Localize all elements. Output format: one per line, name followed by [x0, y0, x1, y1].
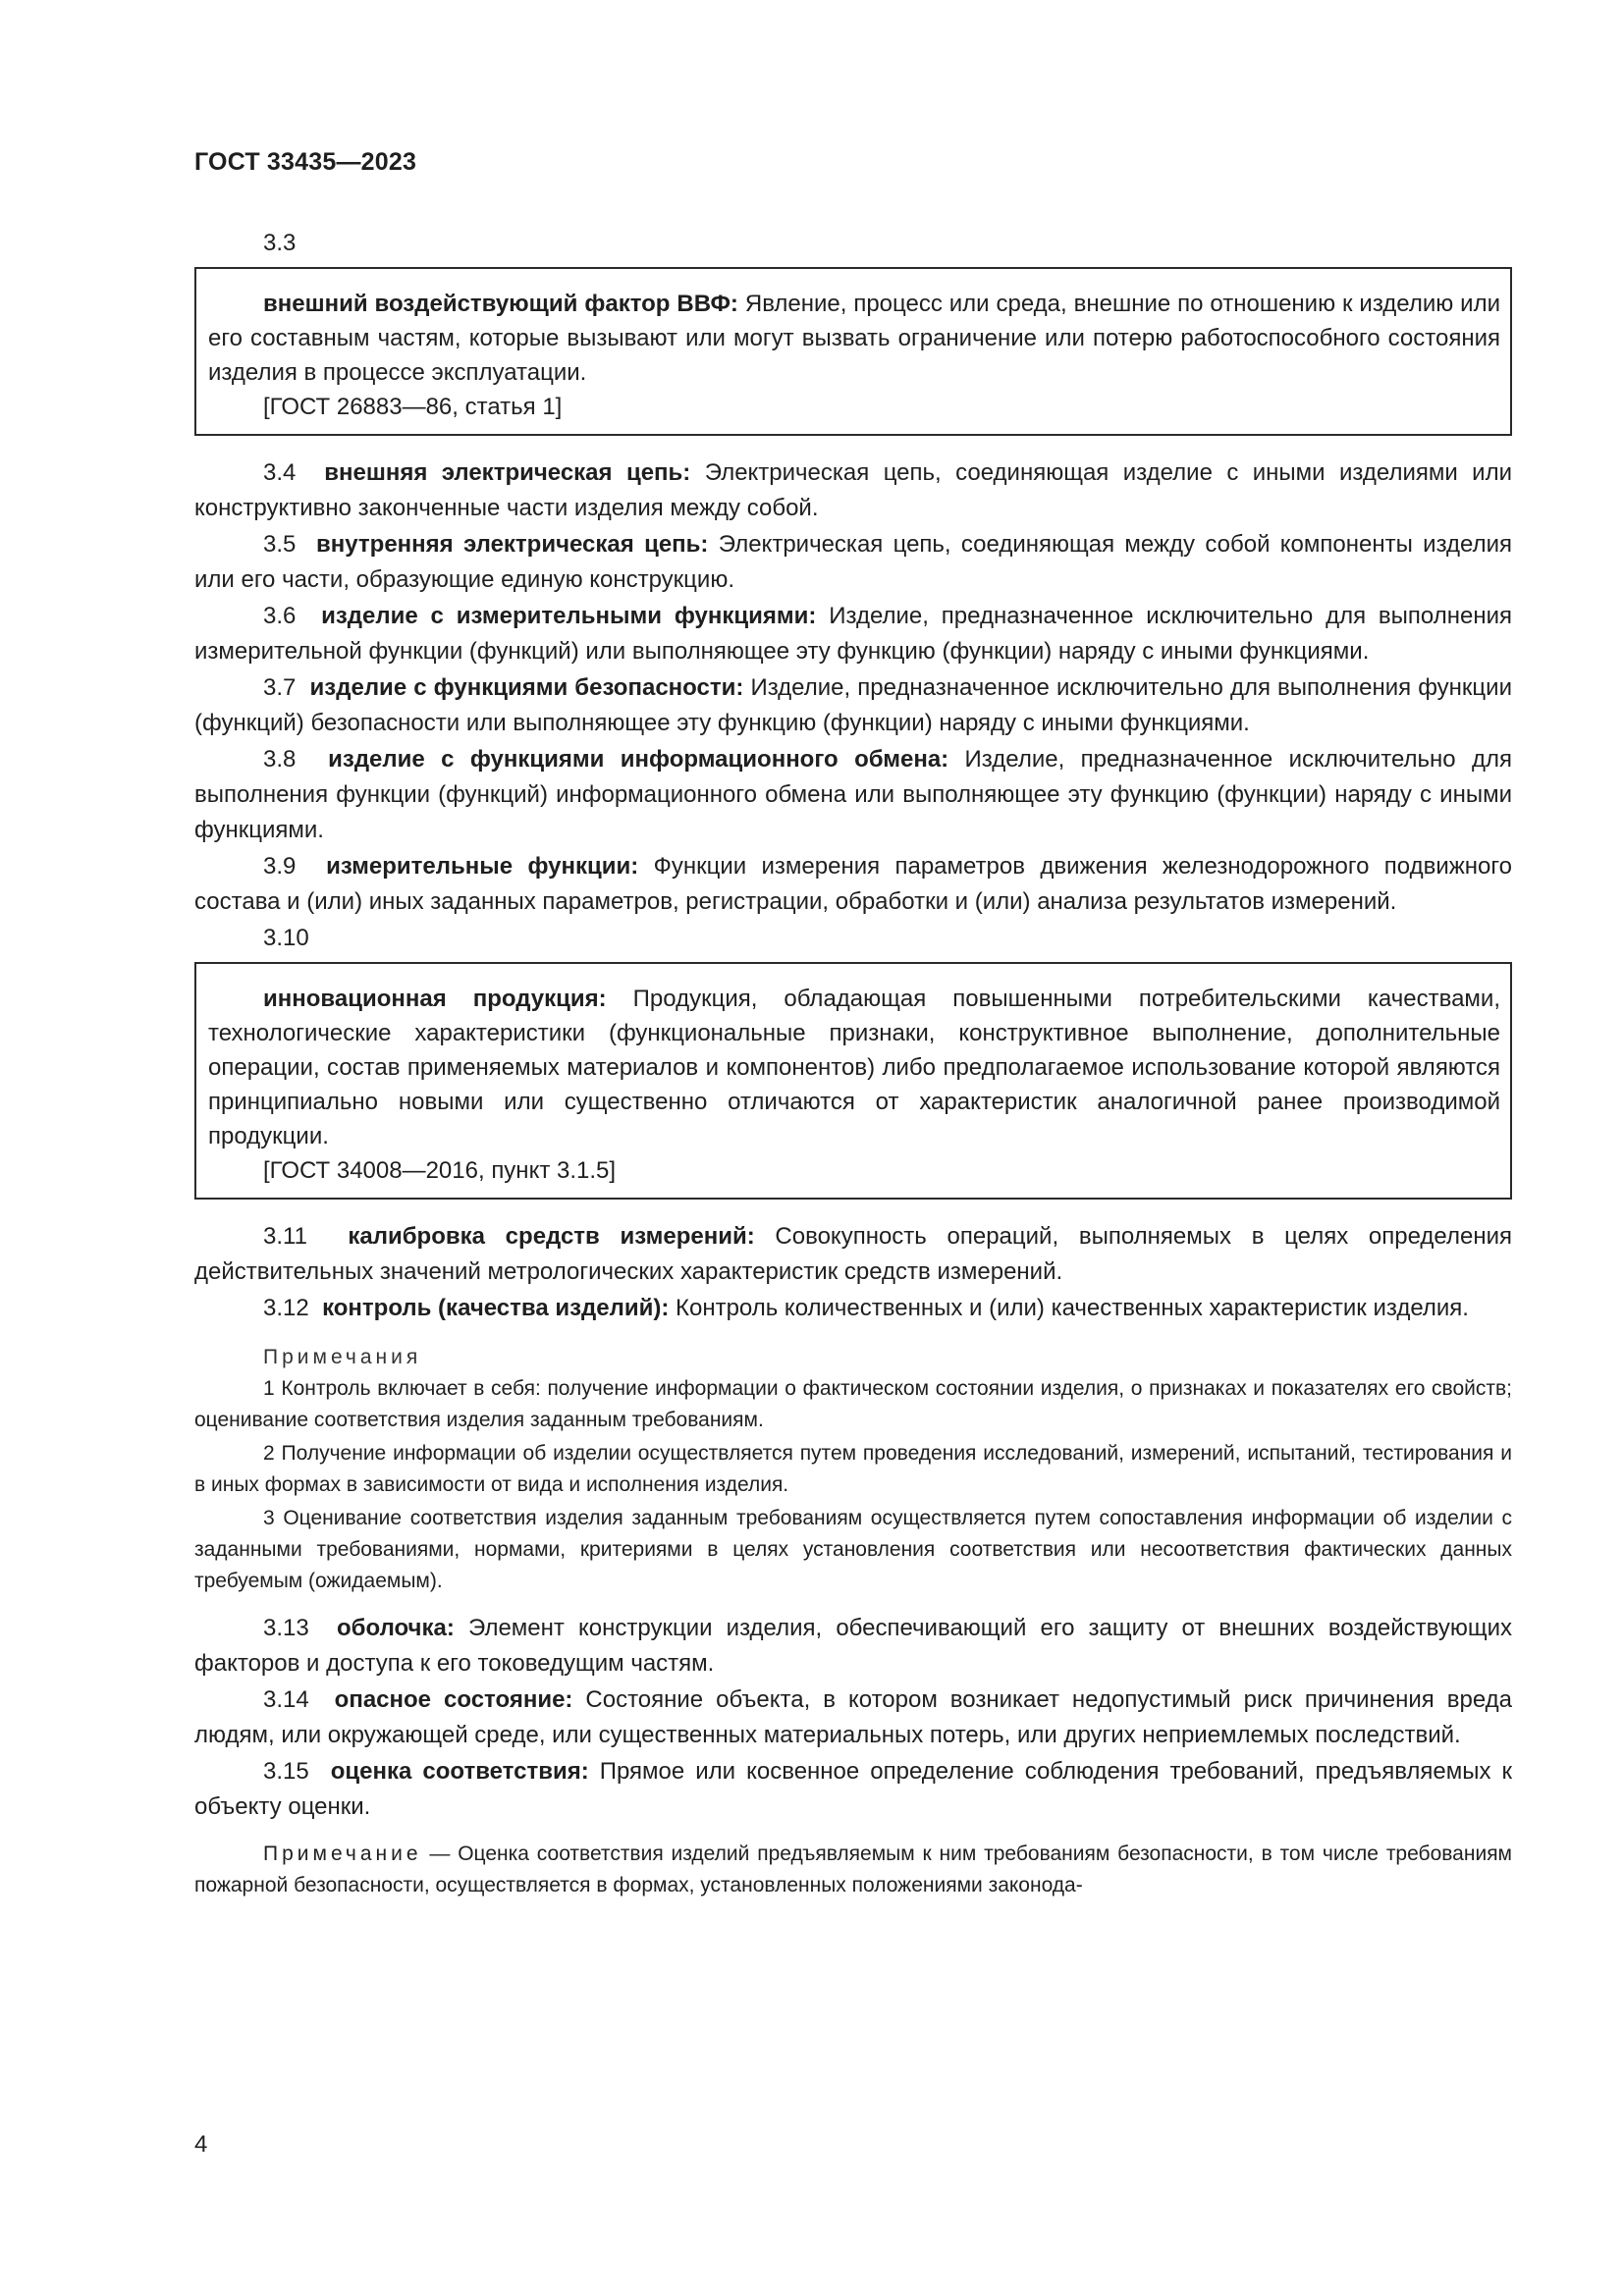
page-content	[194, 226, 1512, 1903]
definition-text-3-3: Явление, процесс или среда, внешние по отношению к изделию или его составным частям, которые вызывают или могут вызвать ограничение или потерю работоспособного состояния изделия в процессе эксплуатации.	[208, 291, 1500, 386]
definition-text-3-11: Совокупность операций, выполняемых в целях определения действительных значений метрологических характеристик средств измерений.	[194, 1223, 1512, 1285]
definition-text-3-6: Изделие, предназначенное исключительно для выполнения измерительной функции (функций) или выполняющее эту функцию (функции) наряду с иными функциями.	[194, 603, 1513, 665]
note-3-3-12: 3 Оценивание соответствия изделия заданным требованиям осуществляется путем сопоставления информации об изделии с заданными требованиями, нормами, критериями в целях установления соответствия или несоответствия фактических данных требуемым (ожидаемым).	[194, 1507, 1512, 1592]
definition-3-4	[194, 455, 1512, 526]
term-3-3: внешний воздействующий фактор ВВФ:	[263, 291, 738, 317]
note-3-15	[194, 1839, 1512, 1901]
note-1-3-12: 1 Контроль включает в себя: получение информации о фактическом состоянии изделия, о признаках и показателях его свойств; оценивание соответствия изделия заданным требованиям.	[194, 1377, 1512, 1431]
quoted-definition-box-3-3	[194, 267, 1512, 436]
definition-text-3-8: Изделие, предназначенное исключительно для выполнения функции (функций) информационного обмена или выполняющее эту функцию (функции) наряду с иными функциями.	[194, 746, 1512, 843]
term-number-3-15: 3.15	[263, 1758, 309, 1785]
definition-text-3-12: Контроль количественных и (или) качественных характеристик изделия.	[669, 1295, 1469, 1321]
term-number-3-11: 3.11	[263, 1223, 307, 1250]
definition-3-3	[208, 287, 1500, 390]
notes-title-3-12: Примечания	[263, 1346, 422, 1368]
definition-3-7	[194, 670, 1512, 741]
term-3-13: оболочка:	[337, 1615, 455, 1641]
definition-3-14	[194, 1682, 1512, 1753]
definition-3-12	[194, 1291, 1512, 1326]
term-number-3-3: 3.3	[263, 230, 297, 256]
term-3-11: калибровка средств измерений:	[348, 1223, 755, 1250]
term-3-15: оценка соответствия:	[330, 1758, 589, 1785]
definition-text-3-14: Состояние объекта, в котором возникает недопустимый риск причинения вреда людям, или окружающей среде, или существенных материальных потерь, или других неприемлемых последствий.	[194, 1686, 1512, 1748]
term-number-3-10: 3.10	[263, 925, 309, 951]
term-number-3-4: 3.4	[263, 459, 297, 486]
definition-3-13	[194, 1611, 1512, 1682]
definition-3-5	[194, 527, 1512, 598]
term-number-3-7: 3.7	[263, 674, 297, 701]
source-reference-3-10: [ГОСТ 34008—2016, пункт 3.1.5]	[263, 1157, 617, 1184]
definition-3-11	[194, 1219, 1512, 1290]
definition-3-9	[194, 849, 1512, 920]
definition-text-3-7: Изделие, предназначенное исключительно для выполнения функции (функций) безопасности или выполняющее эту функцию (функции) наряду с иными функциями.	[194, 674, 1512, 736]
definition-3-8	[194, 742, 1512, 848]
quoted-definition-box-3-10	[194, 962, 1512, 1200]
term-3-4: внешняя электрическая цепь:	[324, 459, 691, 486]
definition-text-3-10: Продукция, обладающая повышенными потребительскими качествами, технологические характеристики (функциональные признаки, конструктивное выполнение, дополнительные операции, состав применяемых материалов и компонентов) либо предполагаемое использование которой являются принципиально новыми или существенно отличаются от характеристик аналогичной ранее производимой продукции.	[208, 986, 1500, 1149]
term-number-3-8: 3.8	[263, 746, 297, 773]
term-number-3-14: 3.14	[263, 1686, 309, 1713]
term-number-3-5: 3.5	[263, 531, 297, 558]
term-3-8: изделие с функциями информационного обмена:	[328, 746, 949, 773]
definition-text-3-4: Электрическая цепь, соединяющая изделие с иными изделиями или конструктивно законченные части изделия между собой.	[194, 459, 1512, 521]
definition-text-3-13: Элемент конструкции изделия, обеспечивающий его защиту от внешних воздействующих факторов и доступа к его токоведущим частям.	[194, 1615, 1512, 1677]
term-number-3-9: 3.9	[263, 853, 297, 880]
standard-header: ГОСТ 33435—2023	[194, 148, 417, 176]
definition-text-3-9: Функции измерения параметров движения железнодорожного подвижного состава и (или) иных заданных параметров, регистрации, обработки и (или) анализа результатов измерений.	[194, 853, 1512, 915]
term-number-3-13: 3.13	[263, 1615, 309, 1641]
term-3-6: изделие с измерительными функциями:	[321, 603, 817, 629]
term-3-5: внутренняя электрическая цепь:	[316, 531, 709, 558]
term-number-3-6: 3.6	[263, 603, 297, 629]
term-3-9: измерительные функции:	[326, 853, 639, 880]
note-text-3-15: — Оценка соответствия изделий предъявляемым к ним требованиям безопасности, в том числе требованиям пожарной безопасности, осуществляется в формах, установленных положениями законода-	[194, 1842, 1512, 1896]
page-number: 4	[194, 2131, 208, 2158]
definition-3-6	[194, 599, 1512, 669]
term-3-7: изделие с функциями безопасности:	[309, 674, 744, 701]
definition-3-10	[208, 982, 1500, 1153]
note-label-3-15: Примечание	[263, 1842, 422, 1865]
term-number-3-12: 3.12	[263, 1295, 309, 1321]
note-2-3-12: 2 Получение информации об изделии осуществляется путем проведения исследований, измерений, испытаний, тестирования и в иных формах в зависимости от вида и исполнения изделия.	[194, 1442, 1512, 1496]
definition-text-3-5: Электрическая цепь, соединяющая между собой компоненты изделия или его части, образующие единую конструкцию.	[194, 531, 1513, 593]
term-3-12: контроль (качества изделий):	[322, 1295, 670, 1321]
source-reference-3-3: [ГОСТ 26883—86, статья 1]	[263, 394, 563, 420]
definition-text-3-15: Прямое или косвенное определение соблюдения требований, предъявляемых к объекту оценки.	[194, 1758, 1512, 1820]
definition-3-15	[194, 1754, 1512, 1825]
term-3-14: опасное состояние:	[334, 1686, 573, 1713]
term-3-10: инновационная продукция:	[263, 986, 607, 1012]
